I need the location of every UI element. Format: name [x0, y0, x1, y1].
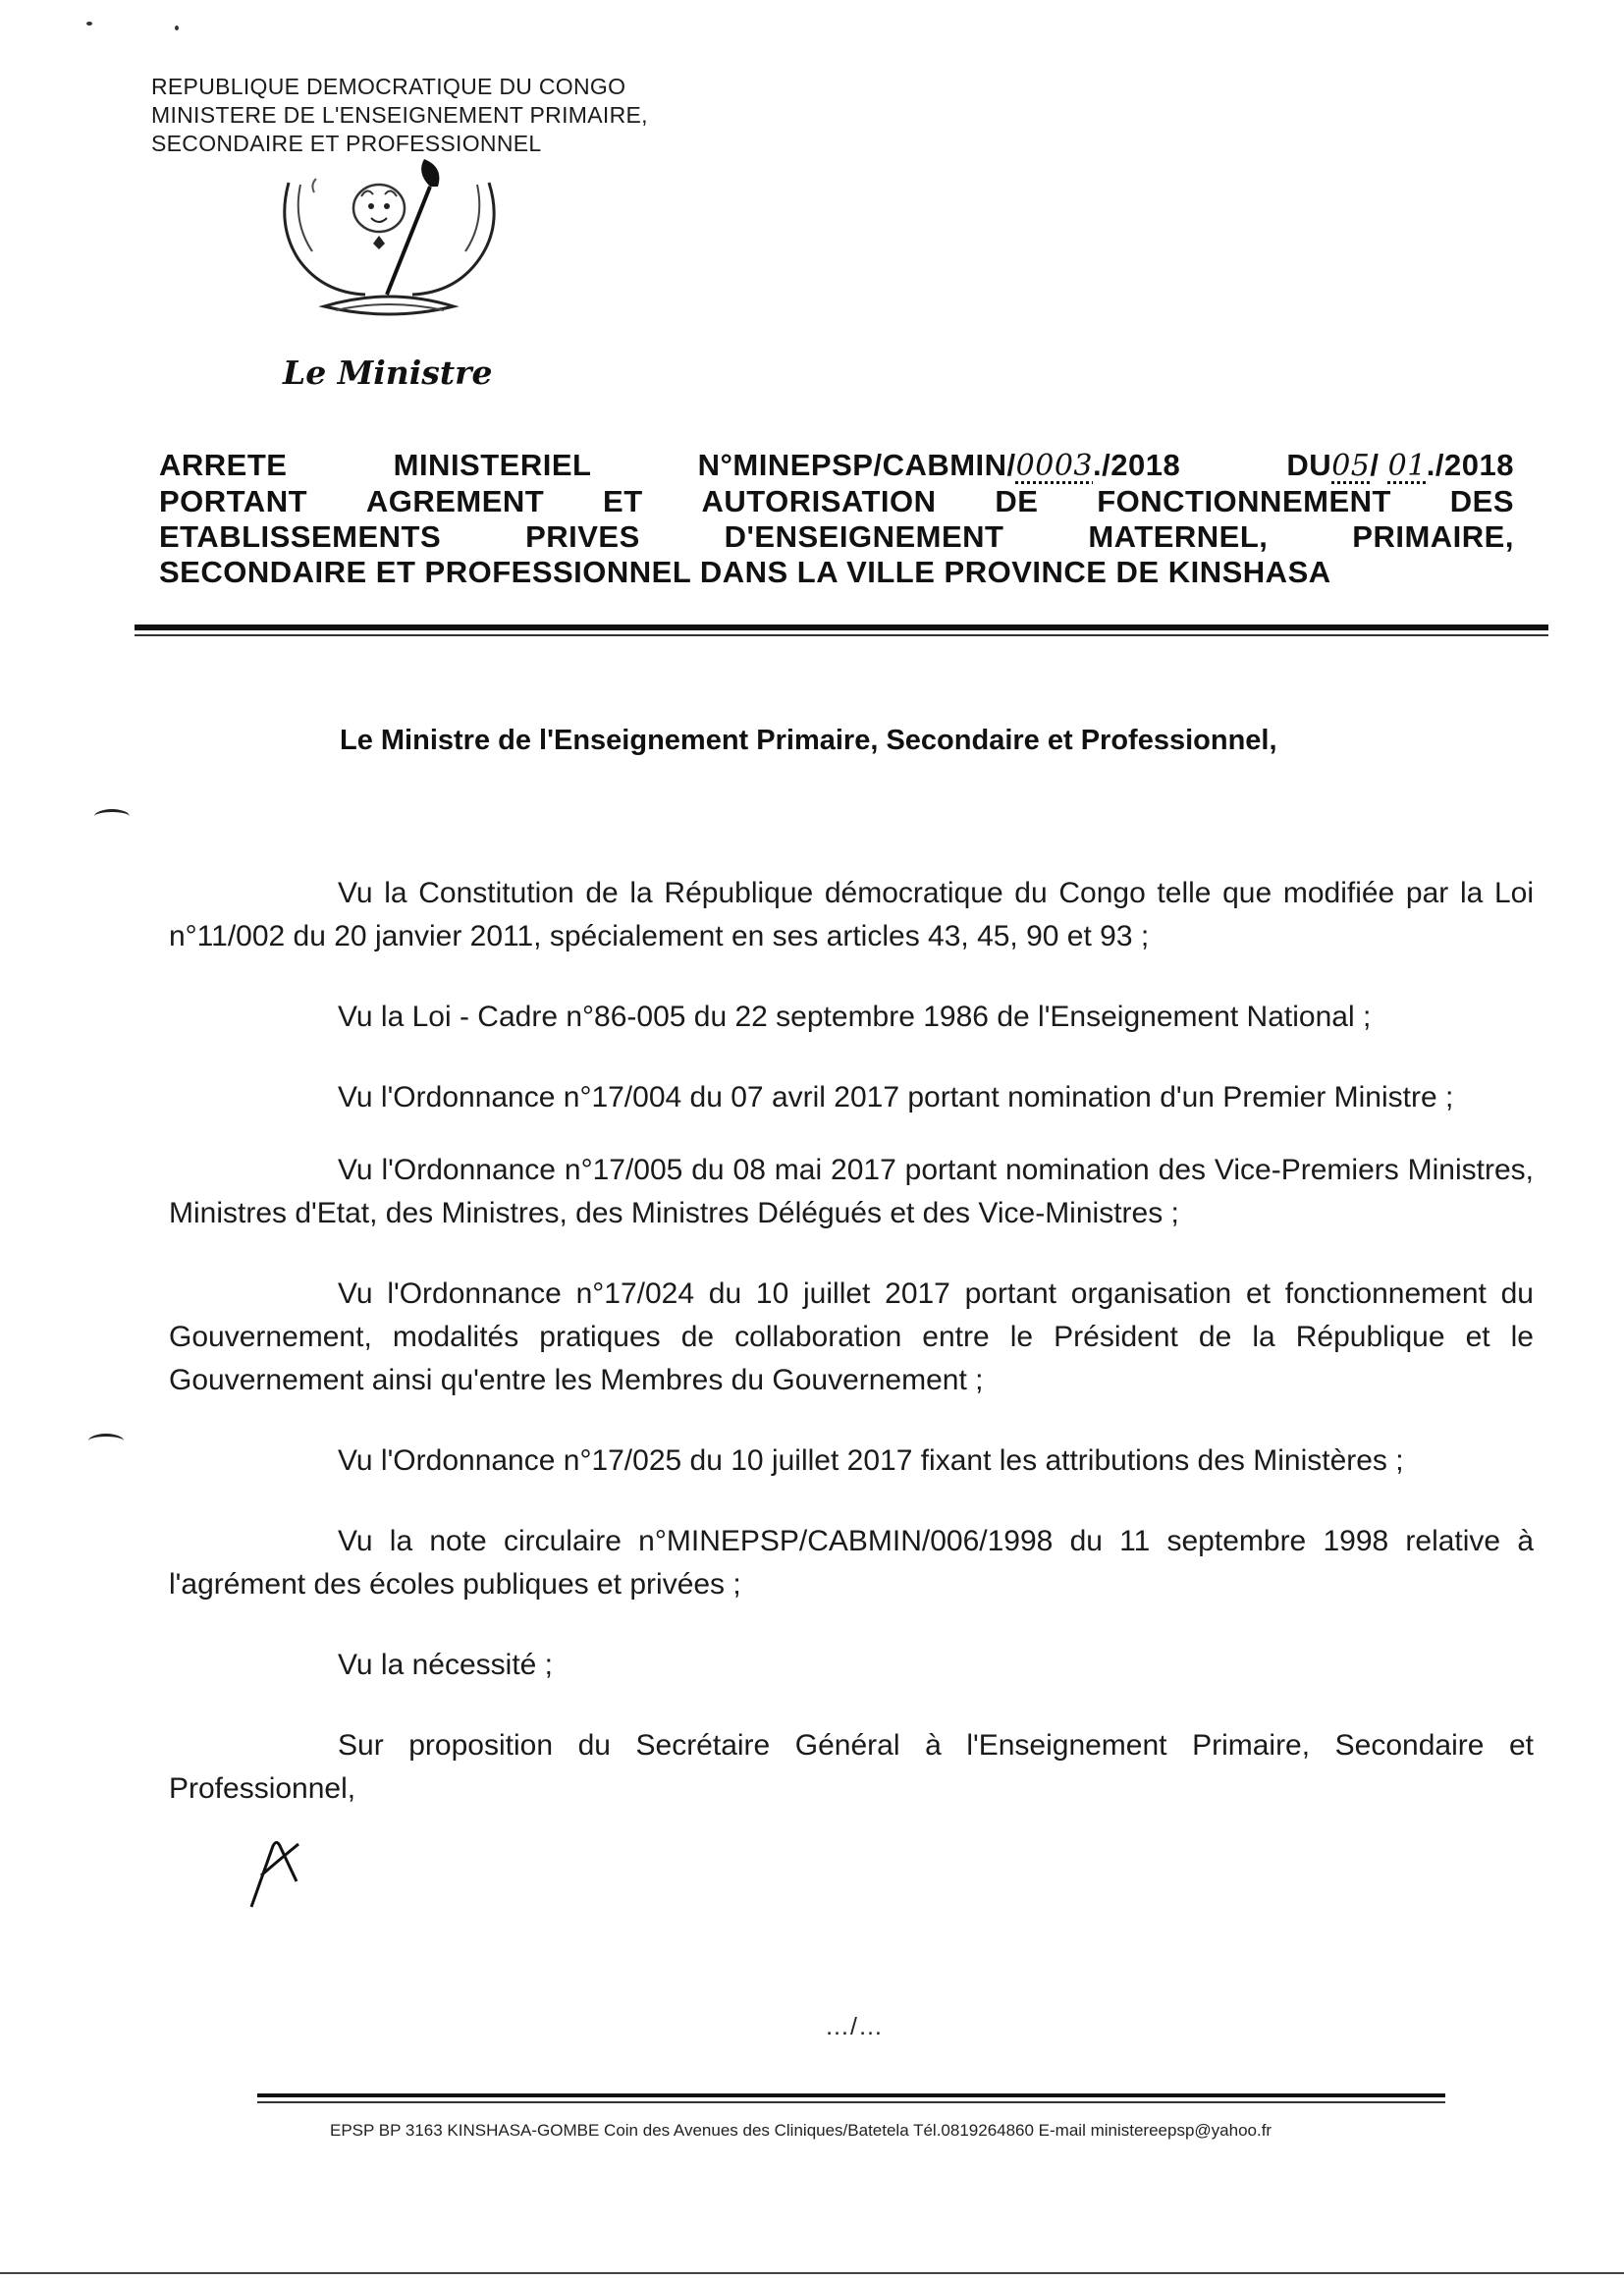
- scan-speck: [175, 26, 179, 30]
- decree-date-prefix: DU: [1286, 448, 1332, 482]
- title-word: PRIVES: [525, 519, 640, 554]
- recital-paragraph: Vu la note circulaire n°MINEPSP/CABMIN/006/1998 du 11 septembre 1998 relative à l'agrément des écoles publiques et privées ;: [169, 1525, 1534, 1601]
- decree-month-handwritten: 01: [1387, 449, 1427, 483]
- scan-speck: [86, 22, 92, 26]
- footer-contact: EPSP BP 3163 KINSHASA-GOMBE Coin des Avenues des Cliniques/Batetela Tél.0819264860 E-mail ministereepsp@yahoo.fr: [330, 2121, 1272, 2140]
- minister-signature-label: Le Ministre: [283, 353, 493, 392]
- title-divider-thin: [135, 634, 1548, 636]
- letterhead-ministry-cont: SECONDAIRE ET PROFESSIONNEL: [151, 131, 542, 156]
- recital-paragraph: Vu la Loi - Cadre n°86-005 du 22 septembre 1986 de l'Enseignement National ;: [338, 1001, 1372, 1033]
- margin-mark: [88, 1434, 124, 1448]
- title-line: [159, 448, 1514, 484]
- title-line: SECONDAIRE ET PROFESSIONNEL DANS LA VILLE PROVINCE DE KINSHASA: [159, 555, 1331, 589]
- letterhead-ministry: MINISTERE DE L'ENSEIGNEMENT PRIMAIRE,: [151, 102, 648, 128]
- title-line: [159, 484, 1514, 519]
- letterhead-country: REPUBLIQUE DEMOCRATIQUE DU CONGO: [151, 74, 626, 99]
- decree-title: [159, 448, 1514, 590]
- title-word: D'ENSEIGNEMENT: [724, 519, 1004, 554]
- decree-reference: [698, 448, 1181, 484]
- coat-of-arms-icon: [271, 157, 507, 324]
- decree-ref-prefix: N°MINEPSP/CABMIN/: [697, 448, 1016, 482]
- title-line: [159, 519, 1514, 555]
- title-word: MATERNEL,: [1088, 519, 1269, 554]
- recital-paragraph: Vu l'Ordonnance n°17/005 du 08 mai 2017 portant nomination des Vice-Premiers Ministres, Ministres d'Etat, des Ministres, des Ministres Délégués et des Vice-Ministres ;: [169, 1154, 1534, 1229]
- decree-date: DU05/ 01./2018: [1286, 448, 1514, 483]
- title-word: ETABLISSEMENTS: [159, 519, 442, 554]
- recital-paragraph: Sur proposition du Secrétaire Général à l'Enseignement Primaire, Secondaire et Professionnel,: [169, 1729, 1534, 1805]
- title-word: FONCTIONNEMENT: [1097, 484, 1391, 518]
- title-word: MINISTERIEL: [393, 448, 592, 482]
- letterhead: [151, 73, 740, 158]
- margin-mark: [94, 809, 130, 824]
- title-divider: [135, 625, 1548, 630]
- title-word: AGREMENT: [365, 484, 545, 518]
- title-word: ARRETE: [159, 448, 288, 482]
- continued-marker: …/…: [825, 2013, 884, 2040]
- recital-paragraph: Vu l'Ordonnance n°17/024 du 10 juillet 2017 portant organisation et fonctionnement du Gouvernement, modalités pratiques de collaboration entre le Président de la République et le Gouvernement ainsi qu'entre les Membres du Gouvernement ;: [169, 1277, 1534, 1396]
- title-word: AUTORISATION: [701, 484, 937, 518]
- recital-paragraph: Vu la Constitution de la République démocratique du Congo telle que modifiée par la Loi n°11/002 du 20 janvier 2011, spécialement en ses articles 43, 45, 90 et 93 ;: [169, 877, 1534, 952]
- scan-edge-line: [0, 2272, 1624, 2274]
- title-word: ET: [603, 484, 643, 518]
- preamble-body: [169, 842, 1534, 1848]
- decree-date-year: ./2018: [1426, 448, 1514, 482]
- recital-paragraph: Vu la nécessité ;: [338, 1649, 554, 1681]
- title-word: DES: [1449, 484, 1514, 518]
- initials-signature: [247, 1836, 306, 1911]
- recital-paragraph: Vu l'Ordonnance n°17/025 du 10 juillet 2017 fixant les attributions des Ministères ;: [338, 1444, 1404, 1477]
- title-word: PRIMAIRE,: [1352, 519, 1514, 554]
- footer-divider-thin: [257, 2101, 1445, 2103]
- decree-number-handwritten: 0003: [1015, 449, 1094, 483]
- decree-ref-year: ./2018: [1093, 448, 1181, 482]
- footer-divider: [257, 2093, 1445, 2097]
- recital-paragraph: Vu l'Ordonnance n°17/004 du 07 avril 2017 portant nomination d'un Premier Ministre ;: [338, 1081, 1454, 1113]
- title-word: PORTANT: [159, 484, 308, 518]
- title-word: DE: [995, 484, 1039, 518]
- decree-day-handwritten: 05: [1331, 449, 1371, 483]
- preamble-heading: Le Ministre de l'Enseignement Primaire, Secondaire et Professionnel,: [340, 725, 1277, 756]
